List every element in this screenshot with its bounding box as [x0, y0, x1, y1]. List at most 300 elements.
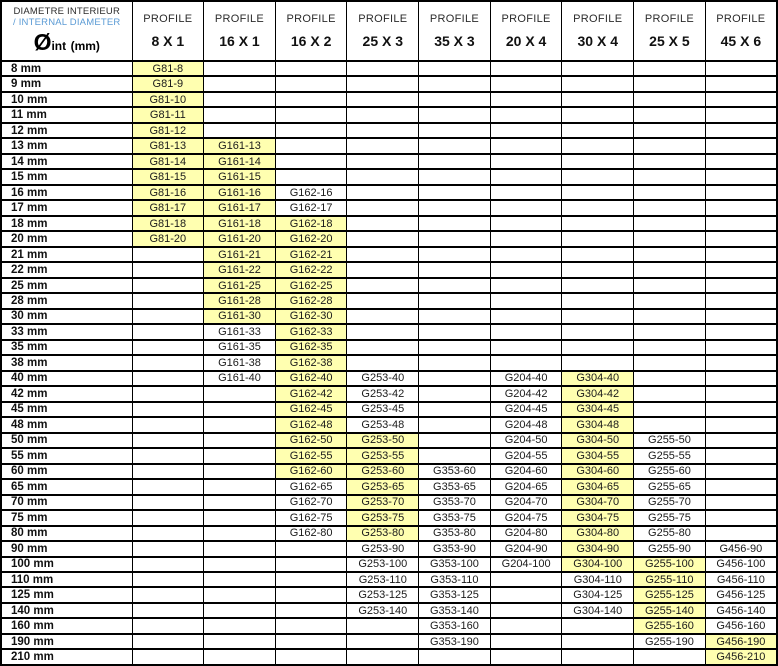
profile-code-cell: G161-30 [204, 309, 276, 324]
profile-code-cell: G162-21 [275, 247, 347, 262]
table-row [1, 340, 777, 355]
profile-code-cell: G255-60 [634, 464, 706, 479]
empty-cell [562, 169, 634, 184]
empty-cell [275, 154, 347, 169]
table-row [1, 557, 777, 572]
table-row [1, 231, 777, 246]
empty-cell [204, 433, 276, 448]
empty-cell [490, 603, 562, 618]
empty-cell [132, 495, 204, 510]
profile-code-cell: G81-12 [132, 123, 204, 138]
profile-code-cell: G304-125 [562, 587, 634, 602]
profile-code-cell: G81-18 [132, 216, 204, 231]
empty-cell [490, 185, 562, 200]
profile-dimension: 8 X 1 [151, 33, 185, 49]
profile-code-cell: G253-42 [347, 386, 419, 401]
diameter-label: 11 mm [1, 107, 132, 122]
diameter-label: 100 mm [1, 557, 132, 572]
profile-code-cell: G204-75 [490, 510, 562, 525]
profile-code-cell: G304-90 [562, 541, 634, 556]
profile-code-cell: G161-38 [204, 355, 276, 370]
empty-cell [562, 154, 634, 169]
profile-code-cell: G161-15 [204, 169, 276, 184]
empty-cell [204, 634, 276, 649]
empty-cell [634, 417, 706, 432]
empty-cell [204, 603, 276, 618]
profile-code-cell: G162-80 [275, 526, 347, 541]
profile-code-cell: G304-140 [562, 603, 634, 618]
empty-cell [634, 371, 706, 386]
empty-cell [705, 355, 777, 370]
profile-code-cell: G161-14 [204, 154, 276, 169]
profile-code-cell: G162-25 [275, 278, 347, 293]
empty-cell [132, 649, 204, 665]
empty-cell [419, 278, 491, 293]
empty-cell [204, 123, 276, 138]
profile-code-cell: G81-16 [132, 185, 204, 200]
profile-code-cell: G353-80 [419, 526, 491, 541]
empty-cell [419, 293, 491, 308]
diameter-label: 60 mm [1, 464, 132, 479]
empty-cell [634, 169, 706, 184]
empty-cell [132, 634, 204, 649]
empty-cell [562, 340, 634, 355]
diameter-label: 22 mm [1, 262, 132, 277]
profile-code-cell: G253-80 [347, 526, 419, 541]
diameter-label: 14 mm [1, 154, 132, 169]
profile-code-cell: G161-40 [204, 371, 276, 386]
empty-cell [132, 417, 204, 432]
profile-code-cell: G204-40 [490, 371, 562, 386]
empty-cell [419, 417, 491, 432]
diameter-label: 21 mm [1, 247, 132, 262]
empty-cell [634, 231, 706, 246]
table-row [1, 169, 777, 184]
empty-cell [490, 634, 562, 649]
empty-cell [705, 479, 777, 494]
empty-cell [490, 278, 562, 293]
profile-code-cell: G304-70 [562, 495, 634, 510]
empty-cell [275, 92, 347, 107]
empty-cell [132, 262, 204, 277]
empty-cell [132, 293, 204, 308]
empty-cell [490, 587, 562, 602]
profile-header-16x2 [275, 1, 347, 61]
profile-code-cell: G81-15 [132, 169, 204, 184]
empty-cell [562, 262, 634, 277]
empty-cell [490, 618, 562, 633]
empty-cell [419, 123, 491, 138]
empty-cell [705, 76, 777, 91]
empty-cell [634, 200, 706, 215]
profile-code-cell: G304-45 [562, 402, 634, 417]
diameter-label: 40 mm [1, 371, 132, 386]
empty-cell [132, 309, 204, 324]
table-row [1, 649, 777, 665]
empty-cell [705, 138, 777, 153]
empty-cell [490, 231, 562, 246]
table-row [1, 371, 777, 386]
empty-cell [705, 185, 777, 200]
empty-cell [132, 448, 204, 463]
diameter-label: 15 mm [1, 169, 132, 184]
empty-cell [705, 262, 777, 277]
profile-code-cell: G255-125 [634, 587, 706, 602]
empty-cell [132, 526, 204, 541]
table-row [1, 587, 777, 602]
empty-cell [634, 386, 706, 401]
empty-cell [204, 526, 276, 541]
empty-cell [490, 200, 562, 215]
empty-cell [562, 231, 634, 246]
diameter-label: 18 mm [1, 216, 132, 231]
phi-subscript: int [51, 39, 67, 53]
empty-cell [347, 649, 419, 665]
diameter-label: 190 mm [1, 634, 132, 649]
empty-cell [419, 386, 491, 401]
empty-cell [562, 138, 634, 153]
empty-cell [132, 278, 204, 293]
diameter-label: 16 mm [1, 185, 132, 200]
empty-cell [634, 278, 706, 293]
profile-code-cell: G162-48 [275, 417, 347, 432]
profile-code-cell: G353-90 [419, 541, 491, 556]
empty-cell [347, 324, 419, 339]
profile-label: PROFILE [573, 13, 623, 25]
empty-cell [347, 92, 419, 107]
profile-code-cell: G162-35 [275, 340, 347, 355]
profile-code-cell: G456-100 [705, 557, 777, 572]
empty-cell [490, 216, 562, 231]
profile-code-cell: G162-75 [275, 510, 347, 525]
profile-code-cell: G162-20 [275, 231, 347, 246]
empty-cell [419, 61, 491, 76]
empty-cell [490, 340, 562, 355]
empty-cell [705, 278, 777, 293]
table-row [1, 293, 777, 308]
empty-cell [419, 309, 491, 324]
profile-code-cell: G304-65 [562, 479, 634, 494]
table-row [1, 448, 777, 463]
profile-header-45x6 [705, 1, 777, 61]
empty-cell [634, 76, 706, 91]
empty-cell [634, 216, 706, 231]
profile-label: PROFILE [214, 13, 265, 25]
diameter-label: 35 mm [1, 340, 132, 355]
profile-code-cell: G456-125 [705, 587, 777, 602]
empty-cell [204, 417, 276, 432]
profile-code-cell: G253-45 [347, 402, 419, 417]
profile-code-cell: G456-140 [705, 603, 777, 618]
profile-code-cell: G161-21 [204, 247, 276, 262]
empty-cell [347, 61, 419, 76]
empty-cell [634, 107, 706, 122]
profile-code-cell: G253-125 [347, 587, 419, 602]
diameter-label: 75 mm [1, 510, 132, 525]
empty-cell [634, 138, 706, 153]
table-row [1, 76, 777, 91]
profile-code-cell: G255-140 [634, 603, 706, 618]
empty-cell [705, 433, 777, 448]
empty-cell [347, 185, 419, 200]
empty-cell [204, 61, 276, 76]
empty-cell [347, 216, 419, 231]
profile-code-cell: G253-70 [347, 495, 419, 510]
empty-cell [132, 247, 204, 262]
profile-code-cell: G304-42 [562, 386, 634, 401]
empty-cell [419, 262, 491, 277]
profile-code-cell: G253-48 [347, 417, 419, 432]
profile-dimension: 16 X 1 [219, 33, 260, 49]
profile-code-cell: G81-9 [132, 76, 204, 91]
profile-header-25x3 [347, 1, 419, 61]
table-row [1, 185, 777, 200]
profile-code-cell: G162-70 [275, 495, 347, 510]
empty-cell [419, 216, 491, 231]
diameter-label: 48 mm [1, 417, 132, 432]
empty-cell [132, 557, 204, 572]
empty-cell [132, 324, 204, 339]
empty-cell [490, 247, 562, 262]
profile-code-cell: G162-38 [275, 355, 347, 370]
empty-cell [705, 324, 777, 339]
table-row [1, 309, 777, 324]
profile-code-cell: G253-140 [347, 603, 419, 618]
empty-cell [275, 587, 347, 602]
profile-code-cell: G304-55 [562, 448, 634, 463]
profile-code-cell: G255-110 [634, 572, 706, 587]
empty-cell [490, 309, 562, 324]
empty-cell [562, 185, 634, 200]
empty-cell [705, 231, 777, 246]
profile-code-cell: G81-10 [132, 92, 204, 107]
empty-cell [275, 634, 347, 649]
profile-code-cell: G255-50 [634, 433, 706, 448]
empty-cell [419, 76, 491, 91]
empty-cell [562, 76, 634, 91]
profile-code-cell: G204-50 [490, 433, 562, 448]
profile-code-cell: G253-40 [347, 371, 419, 386]
table-row [1, 138, 777, 153]
profile-code-cell: G253-50 [347, 433, 419, 448]
profile-code-cell: G81-8 [132, 61, 204, 76]
empty-cell [562, 123, 634, 138]
empty-cell [347, 634, 419, 649]
profile-code-cell: G304-100 [562, 557, 634, 572]
empty-cell [634, 355, 706, 370]
profile-header-30x4 [562, 1, 634, 61]
empty-cell [705, 495, 777, 510]
profile-code-cell: G161-22 [204, 262, 276, 277]
profile-code-cell: G304-80 [562, 526, 634, 541]
empty-cell [490, 123, 562, 138]
profile-dimension: 35 X 3 [434, 33, 475, 49]
empty-cell [419, 340, 491, 355]
empty-cell [562, 649, 634, 665]
empty-cell [634, 154, 706, 169]
empty-cell [490, 169, 562, 184]
empty-cell [132, 355, 204, 370]
table-row [1, 464, 777, 479]
empty-cell [705, 309, 777, 324]
diameter-title-en: / INTERNAL DIAMETER [13, 17, 121, 28]
table-row [1, 92, 777, 107]
profile-code-cell: G162-42 [275, 386, 347, 401]
empty-cell [705, 386, 777, 401]
phi-symbol: Ø [33, 29, 52, 55]
profile-code-cell: G204-48 [490, 417, 562, 432]
table-row [1, 278, 777, 293]
empty-cell [705, 340, 777, 355]
empty-cell [347, 200, 419, 215]
empty-cell [132, 572, 204, 587]
empty-cell [490, 92, 562, 107]
diameter-label: 42 mm [1, 386, 132, 401]
empty-cell [204, 402, 276, 417]
empty-cell [347, 154, 419, 169]
empty-cell [275, 76, 347, 91]
diameter-label: 17 mm [1, 200, 132, 215]
profile-code-cell: G353-60 [419, 464, 491, 479]
empty-cell [562, 200, 634, 215]
table-row [1, 634, 777, 649]
empty-cell [634, 324, 706, 339]
profile-code-cell: G162-60 [275, 464, 347, 479]
empty-cell [204, 557, 276, 572]
diameter-label: 210 mm [1, 649, 132, 665]
profile-label: PROFILE [429, 13, 480, 25]
diameter-label: 140 mm [1, 603, 132, 618]
empty-cell [275, 649, 347, 665]
profile-label: PROFILE [286, 13, 336, 25]
empty-cell [490, 324, 562, 339]
empty-cell [204, 464, 276, 479]
empty-cell [419, 231, 491, 246]
profile-code-cell: G456-190 [705, 634, 777, 649]
empty-cell [132, 340, 204, 355]
empty-cell [275, 603, 347, 618]
table-row [1, 433, 777, 448]
table-row [1, 154, 777, 169]
profile-code-cell: G162-33 [275, 324, 347, 339]
profile-code-cell: G162-18 [275, 216, 347, 231]
empty-cell [347, 293, 419, 308]
diameter-label: 125 mm [1, 587, 132, 602]
empty-cell [204, 479, 276, 494]
diameter-label: 38 mm [1, 355, 132, 370]
empty-cell [634, 262, 706, 277]
empty-cell [204, 386, 276, 401]
profile-code-cell: G81-13 [132, 138, 204, 153]
empty-cell [705, 417, 777, 432]
empty-cell [562, 92, 634, 107]
table-row [1, 355, 777, 370]
profile-dimension: 25 X 3 [362, 33, 404, 49]
profile-header-25x5 [634, 1, 706, 61]
profile-code-cell: G161-20 [204, 231, 276, 246]
profile-code-cell: G204-90 [490, 541, 562, 556]
empty-cell [562, 309, 634, 324]
empty-cell [419, 107, 491, 122]
profile-label: PROFILE [644, 13, 694, 25]
empty-cell [204, 541, 276, 556]
empty-cell [705, 526, 777, 541]
profile-code-cell: G204-42 [490, 386, 562, 401]
diameter-label: 30 mm [1, 309, 132, 324]
profile-code-cell: G161-13 [204, 138, 276, 153]
profile-code-cell: G162-50 [275, 433, 347, 448]
profile-header-35x3 [419, 1, 491, 61]
profile-code-cell: G253-60 [347, 464, 419, 479]
profile-code-cell: G353-100 [419, 557, 491, 572]
profile-code-cell: G204-70 [490, 495, 562, 510]
table-row [1, 61, 777, 76]
empty-cell [419, 355, 491, 370]
profile-code-cell: G255-65 [634, 479, 706, 494]
profile-code-cell: G253-100 [347, 557, 419, 572]
profile-code-cell: G162-28 [275, 293, 347, 308]
empty-cell [705, 200, 777, 215]
profile-code-cell: G81-11 [132, 107, 204, 122]
profile-header-16x1 [204, 1, 276, 61]
empty-cell [490, 107, 562, 122]
profile-code-cell: G255-100 [634, 557, 706, 572]
profile-dimension: 20 X 4 [505, 33, 547, 49]
empty-cell [705, 464, 777, 479]
empty-cell [562, 107, 634, 122]
empty-cell [705, 371, 777, 386]
profile-code-cell: G304-75 [562, 510, 634, 525]
empty-cell [275, 107, 347, 122]
empty-cell [562, 216, 634, 231]
diameter-header [1, 1, 132, 61]
empty-cell [705, 154, 777, 169]
empty-cell [132, 402, 204, 417]
profile-code-cell: G162-16 [275, 185, 347, 200]
empty-cell [419, 92, 491, 107]
empty-cell [705, 107, 777, 122]
empty-cell [275, 618, 347, 633]
profile-code-cell: G161-25 [204, 278, 276, 293]
empty-cell [634, 340, 706, 355]
diameter-symbol [4, 29, 130, 56]
profile-code-cell: G304-48 [562, 417, 634, 432]
profile-code-cell: G353-75 [419, 510, 491, 525]
empty-cell [347, 231, 419, 246]
profile-code-cell: G353-70 [419, 495, 491, 510]
empty-cell [275, 541, 347, 556]
empty-cell [347, 123, 419, 138]
profile-code-cell: G162-65 [275, 479, 347, 494]
empty-cell [705, 216, 777, 231]
profile-header-20x4 [490, 1, 562, 61]
profile-dimension: 45 X 6 [720, 33, 762, 49]
profile-label: PROFILE [501, 13, 551, 25]
diameter-label: 10 mm [1, 92, 132, 107]
empty-cell [490, 138, 562, 153]
profile-code-cell: G255-90 [634, 541, 706, 556]
empty-cell [705, 402, 777, 417]
empty-cell [490, 572, 562, 587]
profile-code-cell: G162-40 [275, 371, 347, 386]
empty-cell [419, 371, 491, 386]
empty-cell [490, 61, 562, 76]
empty-cell [204, 587, 276, 602]
header-row [1, 1, 777, 61]
diameter-label: 9 mm [1, 76, 132, 91]
profile-code-cell: G255-70 [634, 495, 706, 510]
profile-code-cell: G162-55 [275, 448, 347, 463]
